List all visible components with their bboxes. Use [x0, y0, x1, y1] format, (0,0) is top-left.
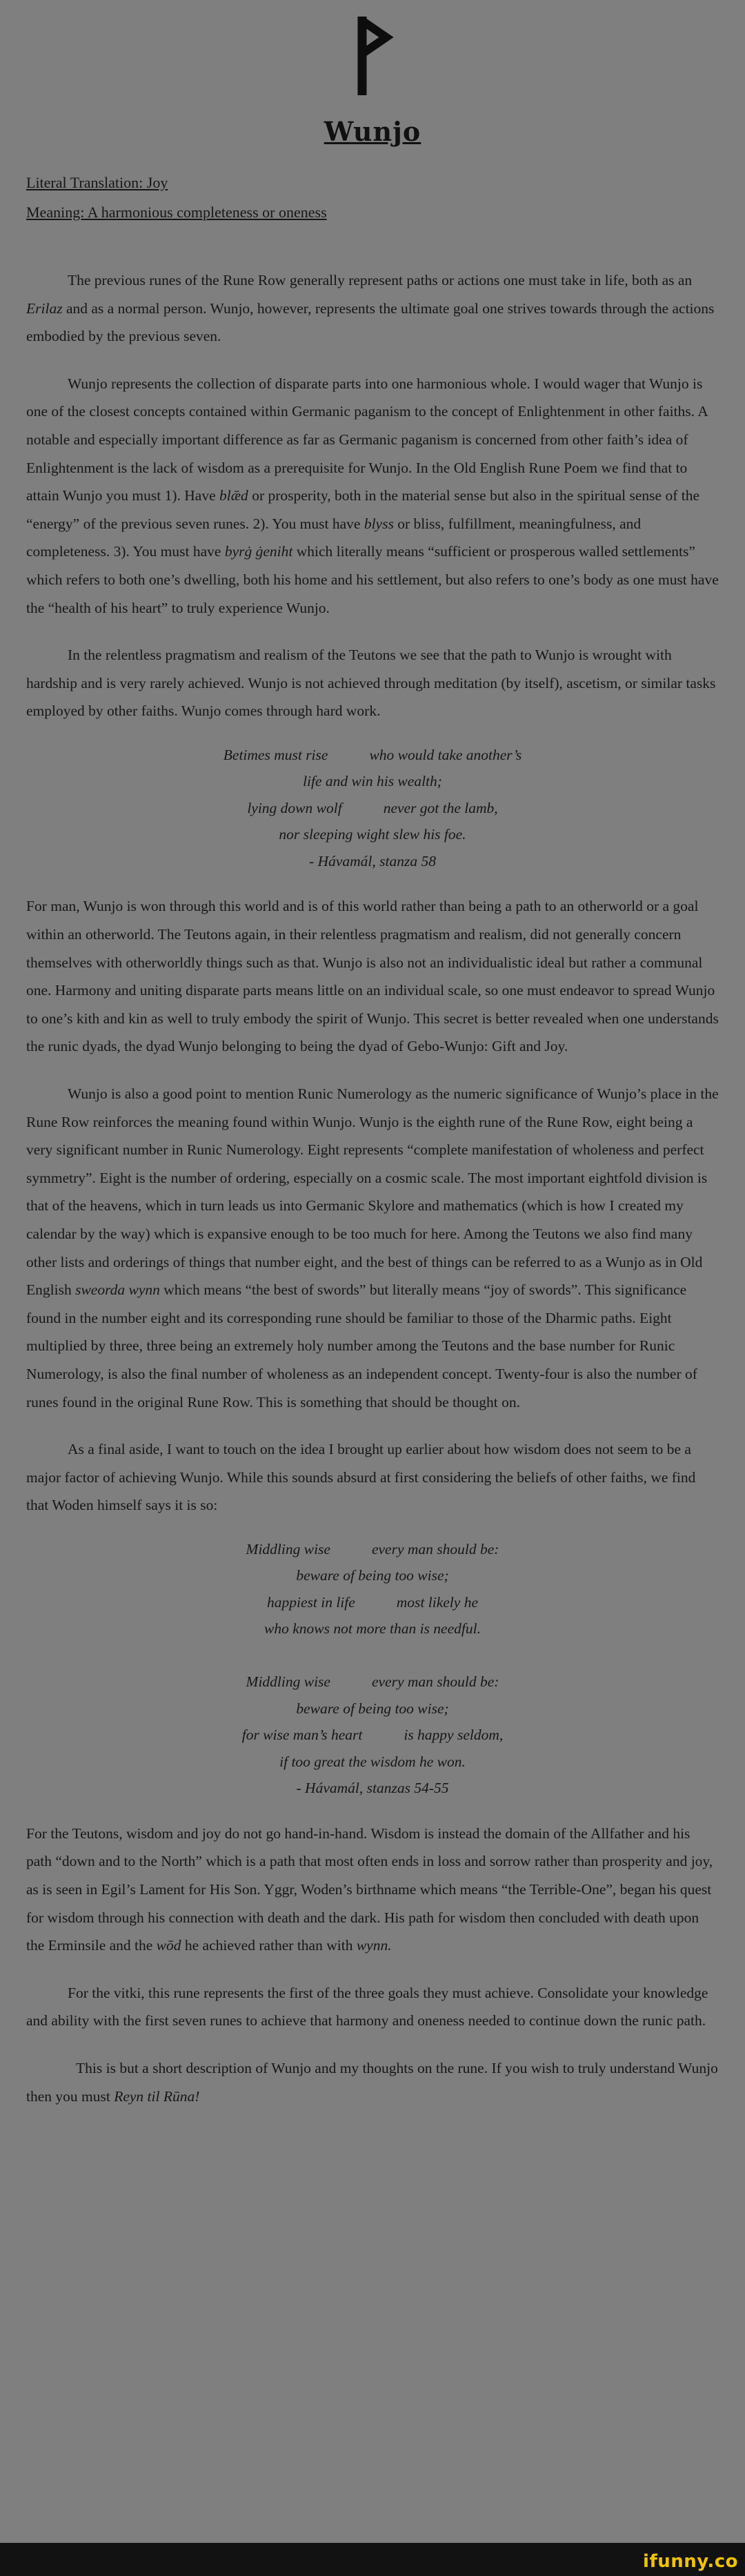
poem-havamal-54-55	[26, 1536, 719, 1802]
text-run: or bliss, fulfillment, meaningfulness, and completeness. 3). You must have	[26, 515, 642, 560]
italic-term: sweorda wynn	[75, 1281, 160, 1299]
poem-line: is happy seldom,	[404, 1727, 504, 1744]
paragraph	[26, 266, 719, 351]
text-run: This is but a short description of Wunjo and my thoughts on the rune. If you wish to truly understand Wunjo then you must	[26, 2060, 718, 2105]
poem-line: never got the lamb,	[383, 799, 498, 816]
poem-line: nor sleeping wight slew his foe.	[279, 826, 466, 843]
poem-line: Middling wise	[246, 1673, 330, 1691]
italic-term: blǣd	[219, 487, 248, 504]
poem-line: every man should be:	[371, 1540, 499, 1557]
italic-term: Erilaz	[26, 299, 63, 317]
italic-term: Reyn til Rūna!	[114, 2087, 200, 2105]
paragraph	[26, 1979, 719, 2035]
paragraph	[26, 1080, 719, 1416]
poem-havamal-58	[26, 742, 719, 875]
text-run: Wunjo is also a good point to mention Runic Numerology as the numeric significance of Wunjo’s place in the Rune Row reinforces the meaning found within Wunjo. Wunjo is the eighth rune of the Rune Row, eight being a very significant number in Runic Numerology. Eight represents “complete manifestation of wholeness and perfect symmetry”. Eight is the number of ordering, especially on a cosmic scale. The most important eightfold division is that of the heavens, which in turn leads us into Germanic Skylore and mathematics (which is how I created my calendar by the way) which is expansive enough to be too much for here. Among the Teutons we also find many other lists and orderings of things that number eight, and the best of things can be referred to as a Wunjo as in Old English	[26, 1085, 719, 1299]
italic-term: byrġ ġeniht	[224, 543, 293, 560]
poem-line: happiest in life	[266, 1593, 355, 1611]
text-run: As a final aside, I want to touch on the idea I brought up earlier about how wisdom does not seem to be a major factor of achieving Wunjo. While this sounds absurd at first considering the beliefs of other faiths, we find that Woden himself says it is so:	[26, 1441, 696, 1514]
literal-translation: Literal Translation: Joy	[26, 174, 168, 191]
paragraph	[26, 892, 719, 1061]
text-run: or prosperity, both in the material sense but also in the spiritual sense of the “energy” of the previous seven runes. 2). You must have	[26, 487, 700, 532]
poem-line: life and win his wealth;	[303, 773, 442, 790]
poem-line: beware of being too wise;	[296, 1700, 449, 1717]
poem-line: who knows not more than is needful.	[264, 1620, 481, 1638]
text-run: and as a normal person. Wunjo, however, represents the ultimate goal one strives towards through the actions embodied by the previous seven.	[26, 299, 715, 345]
footer-bar	[0, 2543, 745, 2576]
italic-term: wynn.	[356, 1937, 392, 1954]
wunjo-rune-icon	[331, 11, 414, 101]
poem-line: if too great the wisdom he won.	[279, 1753, 466, 1770]
poem-citation: - Hávamál, stanzas 54-55	[296, 1780, 449, 1797]
paragraph	[26, 2054, 719, 2110]
page-title: Wunjo	[324, 116, 421, 147]
poem-line: beware of being too wise;	[296, 1567, 449, 1584]
poem-line: lying down wolf	[247, 799, 342, 816]
text-run: which means “the best of swords” but literally means “joy of swords”. This significance found in the number eight and its corresponding rune should be familiar to those of the Dharmic paths. Eight multiplied by three, three being an extremely holy number among the Teutons and the base number for Runic Numerology, is also the final number of wholeness as an independent concept. Twenty-four is also the number of runes found in the original Rune Row. This is something that should be thought on.	[26, 1281, 697, 1410]
ifunny-watermark[interactable]: ifunny.co	[643, 2551, 738, 2572]
poem-line: Betimes must rise	[223, 746, 328, 763]
paragraph	[26, 641, 719, 725]
poem-line: for wise man’s heart	[241, 1727, 363, 1744]
poem-line: who would take another’s	[369, 746, 522, 763]
paragraph	[26, 1435, 719, 1520]
meaning: Meaning: A harmonious completeness or oneness	[26, 204, 327, 221]
paragraph	[26, 370, 719, 622]
italic-term: wōd	[156, 1937, 181, 1954]
paragraph	[26, 1820, 719, 1960]
text-run: he achieved rather than with	[181, 1937, 357, 1954]
text-run: In the relentless pragmatism and realism of the Teutons we see that the path to Wunjo is wrought with hardship and is very rarely achieved. Wunjo is not achieved through meditation (by itself), ascetism, or similar tasks employed by other faiths. Wunjo comes through hard work.	[26, 647, 716, 720]
text-run: For the Teutons, wisdom and joy do not go hand-in-hand. Wisdom is instead the domain of the Allfather and his path “down and to the North” which is a path that most often ends in loss and sorrow rather than prosperity and joy, as is seen in Egil’s Lament for His Son. Yggr, Woden’s birthname which means “the Terrible-One”, began his quest for wisdom through his connection with death and the dark. His path for wisdom then concluded with death upon the Erminsile and the	[26, 1825, 713, 1954]
italic-term: blyss	[364, 515, 394, 532]
text-run: The previous runes of the Rune Row generally represent paths or actions one must take in life, both as an	[68, 272, 693, 288]
text-run: For the vitki, this rune represents the first of the three goals they must achieve. Consolidate your knowledge and ability with the first seven runes to achieve that harmony and oneness needed to continue down the runic path.	[26, 1984, 708, 2029]
text-run: which literally means “sufficient or prosperous walled settlements” which refers to both one’s dwelling, both his home and his settlement, but also refers to one’s body as one must have the “health of his heart” to truly experience Wunjo.	[26, 543, 719, 616]
poem-line: every man should be:	[371, 1673, 499, 1691]
poem-line: Middling wise	[246, 1540, 330, 1557]
poem-citation: - Hávamál, stanza 58	[309, 852, 436, 869]
poem-line: most likely he	[396, 1593, 478, 1611]
text-run: For man, Wunjo is won through this world and is of this world rather than being a path to an otherworld or a goal within an otherworld. The Teutons again, in their relentless pragmatism and realism, did not generally concern themselves with otherworldly things such as that. Wunjo is also not an individualistic ideal but rather a communal one. Harmony and uniting disparate parts means little on an individual scale, so one must endeavor to spread Wunjo to one’s kith and kin as well to truly embody the spirit of Wunjo. This secret is better revealed when one understands the runic dyads, the dyad Wunjo belonging to being the dyad of Gebo-Wunjo: Gift and Joy.	[26, 898, 719, 1055]
text-run: Wunjo represents the collection of disparate parts into one harmonious whole. I would wager that Wunjo is one of the closest concepts contained within Germanic paganism to the concept of Enlightenment in other faiths. A notable and especially important difference as far as Germanic paganism is concerned from other faith’s idea of Enlightenment is the lack of wisdom as a prerequisite for Wunjo. In the Old English Rune Poem we find that to attain Wunjo you must 1). Have	[26, 375, 708, 504]
article-body	[26, 266, 719, 2130]
